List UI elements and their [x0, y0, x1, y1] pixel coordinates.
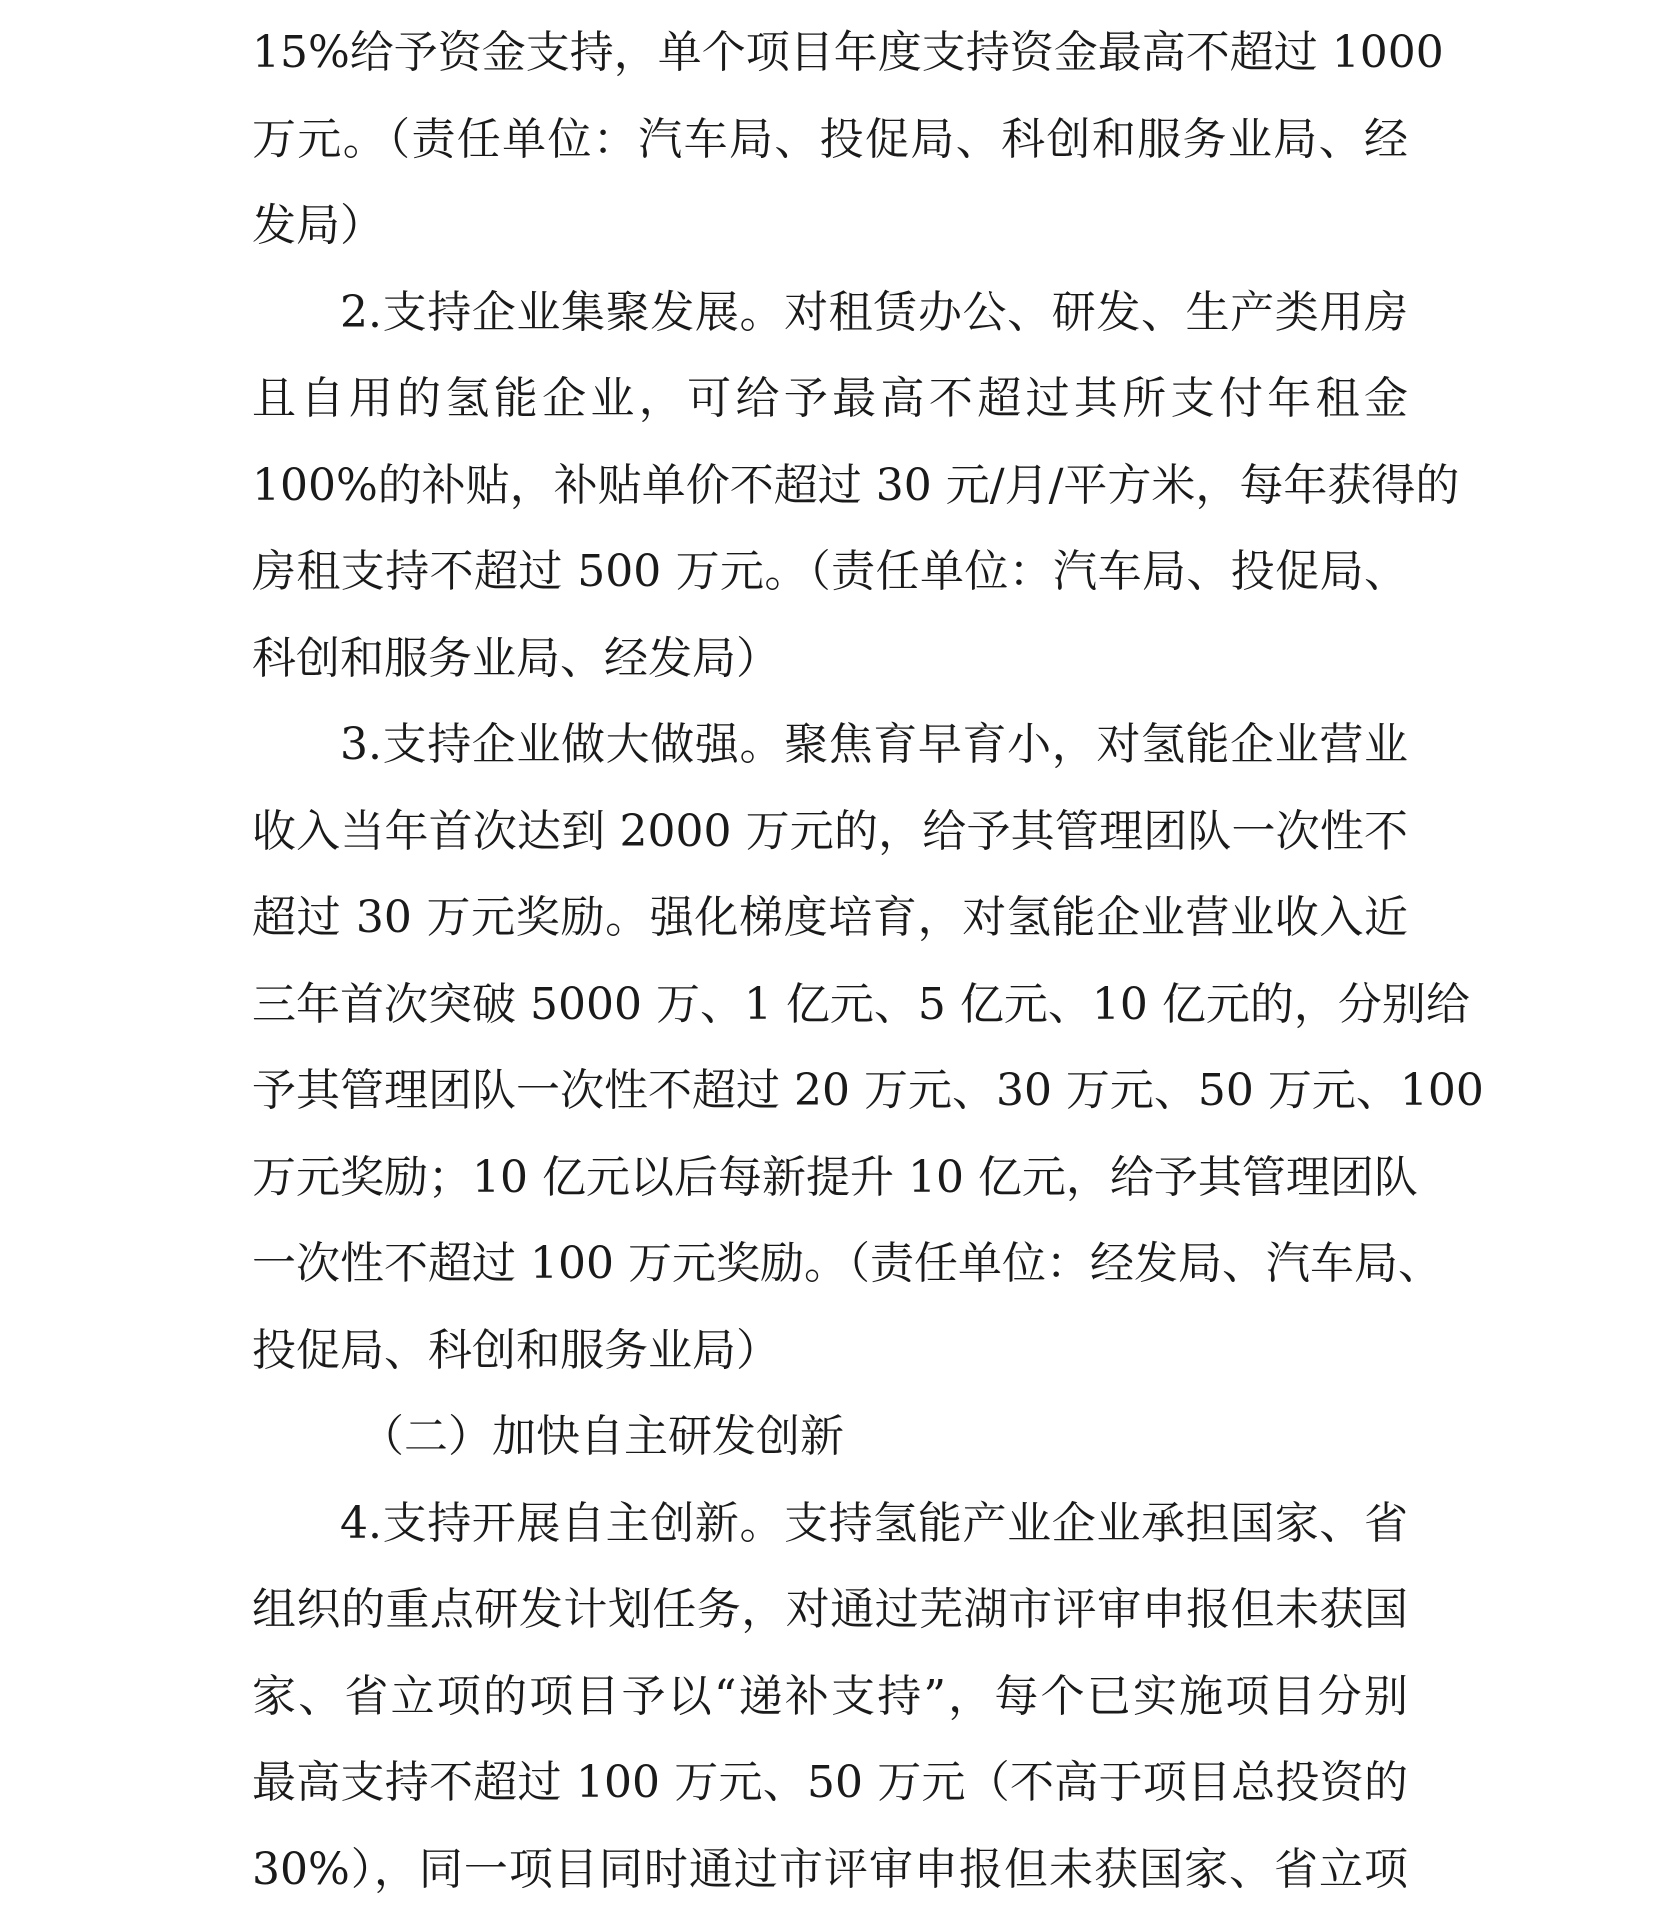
text-line: 且自用的氢能企业，可给予最高不超过其所支付年租金 [252, 356, 1408, 443]
text-line: 2.支持企业集聚发展。对租赁办公、研发、生产类用房 [252, 270, 1408, 357]
text-line: 投促局、科创和服务业局） [252, 1308, 1408, 1395]
text-line: 3.支持企业做大做强。聚焦育早育小，对氢能企业营业 [252, 702, 1408, 789]
text-line: 科创和服务业局、经发局） [252, 616, 1408, 703]
text-line: 组织的重点研发计划任务，对通过芜湖市评审申报但未获国 [252, 1567, 1408, 1654]
text-line: 万元。（责任单位：汽车局、投促局、科创和服务业局、经 [252, 97, 1408, 184]
text-line: 收入当年首次达到 2000 万元的，给予其管理团队一次性不 [252, 789, 1408, 876]
text-line: 最高支持不超过 100 万元、50 万元（不高于项目总投资的 [252, 1740, 1408, 1827]
text-line: 万元奖励；10 亿元以后每新提升 10 亿元，给予其管理团队 [252, 1135, 1408, 1222]
text-line: 100%的补贴，补贴单价不超过 30 元/月/平方米，每年获得的 [252, 443, 1408, 530]
section-heading: （二）加快自主研发创新 [252, 1394, 1408, 1481]
text-line: 三年首次突破 5000 万、1 亿元、5 亿元、10 亿元的，分别给 [252, 962, 1408, 1049]
text-line: 超过 30 万元奖励。强化梯度培育，对氢能企业营业收入近 [252, 875, 1408, 962]
text-line: 予其管理团队一次性不超过 20 万元、30 万元、50 万元、100 [252, 1048, 1408, 1135]
text-line: 房租支持不超过 500 万元。（责任单位：汽车局、投促局、 [252, 529, 1408, 616]
text-line: 家、省立项的项目予以“递补支持”，每个已实施项目分别 [252, 1654, 1408, 1741]
text-line: 30%），同一项目同时通过市评审申报但未获国家、省立项 [252, 1827, 1408, 1913]
text-line: 一次性不超过 100 万元奖励。（责任单位：经发局、汽车局、 [252, 1221, 1408, 1308]
text-line: 15%给予资金支持，单个项目年度支持资金最高不超过 1000 [252, 10, 1408, 97]
text-line: 4.支持开展自主创新。支持氢能产业企业承担国家、省 [252, 1481, 1408, 1568]
document-body [252, 10, 1408, 1913]
text-line: 发局） [252, 183, 1408, 270]
